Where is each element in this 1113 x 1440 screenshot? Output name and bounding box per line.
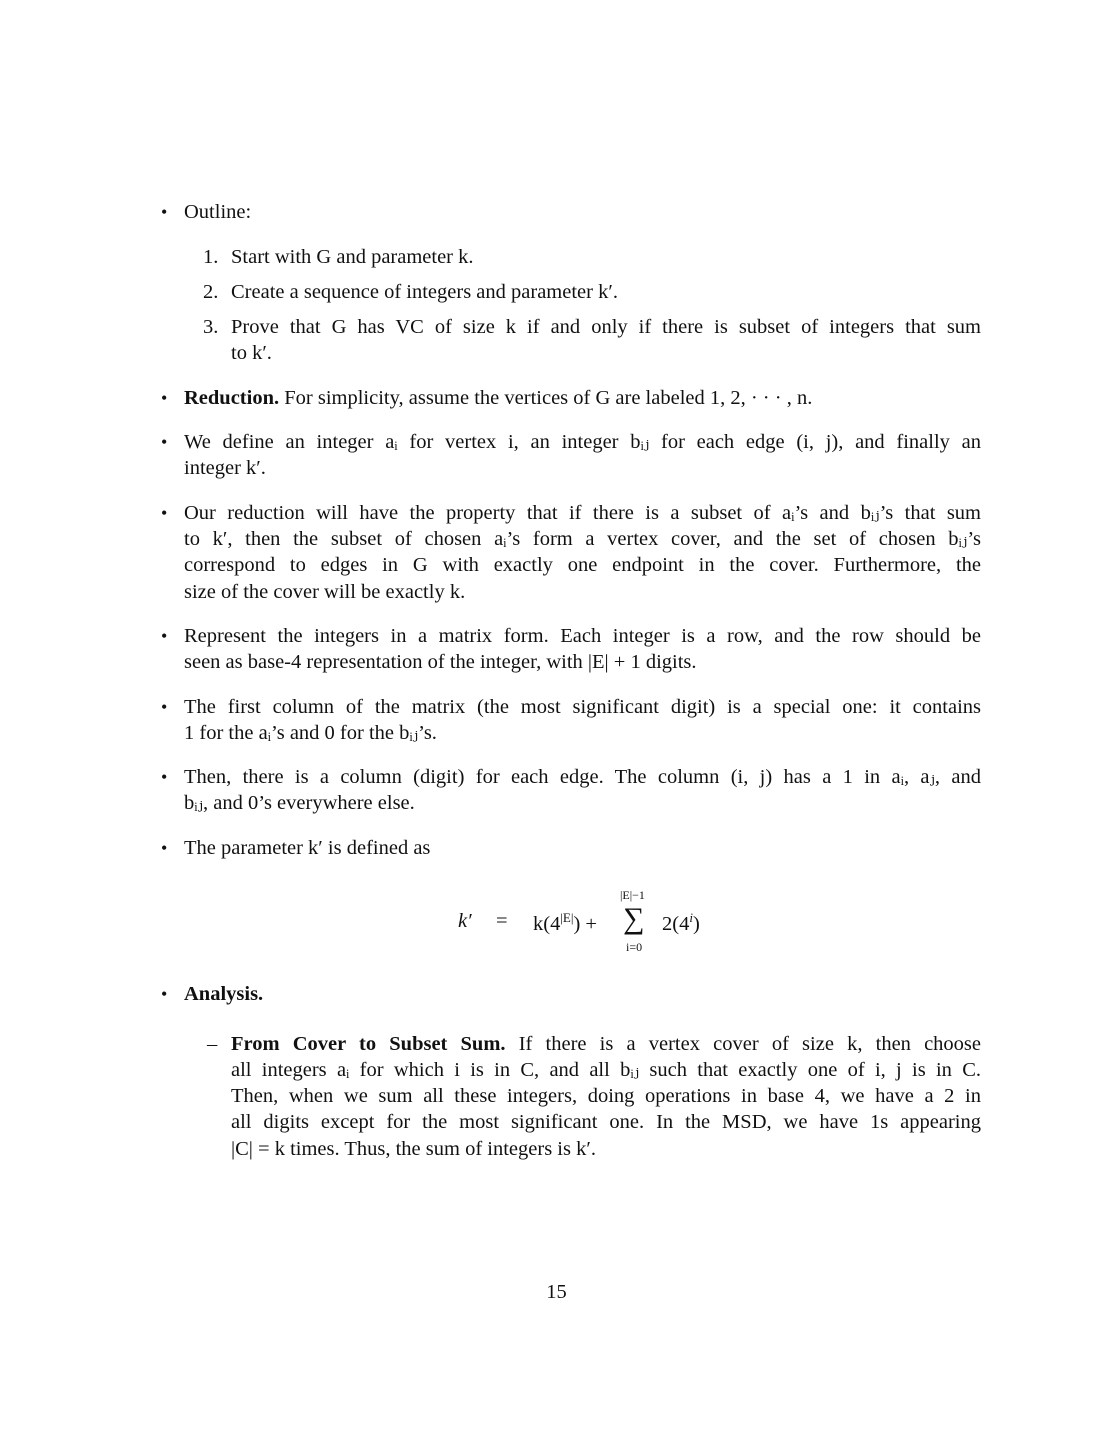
formula-term1-exp: |E| [560,910,574,925]
formula-term2 [662,910,700,936]
bullet: • [161,503,168,523]
step-number: 2. [203,281,219,303]
outline-step-3: Prove that G has VC of size k if and only if there is subset of integers that sum [231,316,981,338]
bullet-first-column-line: 1 for the aᵢ’s and 0 for the bᵢⱼ’s. [184,722,437,744]
bullet-property-line: to k′, then the subset of chosen aᵢ’s form a vertex cover, and the set of chosen bᵢⱼ’s [184,528,981,550]
bullet-first-column-line: The first column of the matrix (the most significant digit) is a special one: it contains [184,696,981,718]
cover-to-subset-line: Then, when we sum all these integers, doing operations in base 4, we have a 2 in [231,1085,981,1107]
outline-step-2: Create a sequence of integers and parameter k′. [231,281,618,303]
bullet: • [161,838,168,858]
bullet: • [161,432,168,452]
step-number: 1. [203,246,219,268]
kprime-formula [458,888,718,958]
bullet-property-line: size of the cover will be exactly k. [184,581,466,603]
reduction-heading: Reduction. [184,387,280,409]
cover-to-subset-heading: From Cover to Subset Sum. [231,1033,506,1055]
formula-term2-exp: i [689,910,693,925]
bullet: • [161,697,168,717]
reduction-text: For simplicity, assume the vertices of G are labeled 1, 2, · · · , n. [284,387,813,409]
bullet: • [161,984,168,1004]
formula-term1-base: k(4 [533,912,561,935]
bullet-define-line: integer k′. [184,457,266,479]
outline-step-1: Start with G and parameter k. [231,246,474,268]
step-number: 3. [203,316,219,338]
cover-to-subset-line [231,1031,981,1057]
bullet: • [161,767,168,787]
analysis-heading [184,981,981,1007]
bullet-parameter-line: The parameter k′ is defined as [184,837,431,859]
page-number: 15 [546,1281,567,1303]
reduction-paragraph [184,385,981,411]
formula-term2-close: ) [692,912,700,935]
outline-step-3-cont: to k′. [231,342,272,364]
bullet-edge-column-line: Then, there is a column (digit) for each edge. The column (i, j) has a 1 in aᵢ, aⱼ, and [184,766,981,788]
formula-term1-close: ) + [573,912,597,935]
formula-lhs: k′ [458,910,472,932]
formula-equals: = [496,910,508,932]
bullet-edge-column-line: bᵢⱼ, and 0’s everywhere else. [184,792,415,814]
cover-to-subset-text: If there is a vertex cover of size k, then choose [518,1033,982,1055]
bullet-matrix-line: seen as base-4 representation of the integer, with |E| + 1 digits. [184,651,697,673]
sum-lower-limit: i=0 [626,940,643,954]
cover-to-subset-line: all integers aᵢ for which i is in C, and all bᵢⱼ such that exactly one of i, j is in C. [231,1059,981,1081]
cover-to-subset-line: |C| = k times. Thus, the sum of integers is k′. [231,1138,596,1160]
bullet-property-line: Our reduction will have the property that if there is a subset of aᵢ’s and bᵢⱼ’s that sum [184,502,981,524]
bullet: • [161,388,168,408]
outline-label: Outline: [184,201,252,223]
bullet-property-line: correspond to edges in G with exactly one endpoint in the cover. Furthermore, the [184,554,981,576]
dash-marker: – [207,1033,218,1055]
bullet: • [161,202,168,222]
analysis-heading-text: Analysis. [184,983,264,1005]
formula-term1 [533,910,597,936]
sum-symbol: ∑ [623,902,645,935]
formula-term2-base: 2(4 [662,912,690,935]
cover-to-subset-line: all digits except for the most significant one. In the MSD, we have 1s appearing [231,1111,981,1133]
sum-upper-limit: |E|−1 [620,888,645,902]
bullet-matrix-line: Represent the integers in a matrix form. Each integer is a row, and the row should be [184,625,981,647]
bullet: • [161,626,168,646]
bullet-define-line: We define an integer aᵢ for vertex i, an integer bᵢⱼ for each edge (i, j), and finally an [184,431,981,453]
